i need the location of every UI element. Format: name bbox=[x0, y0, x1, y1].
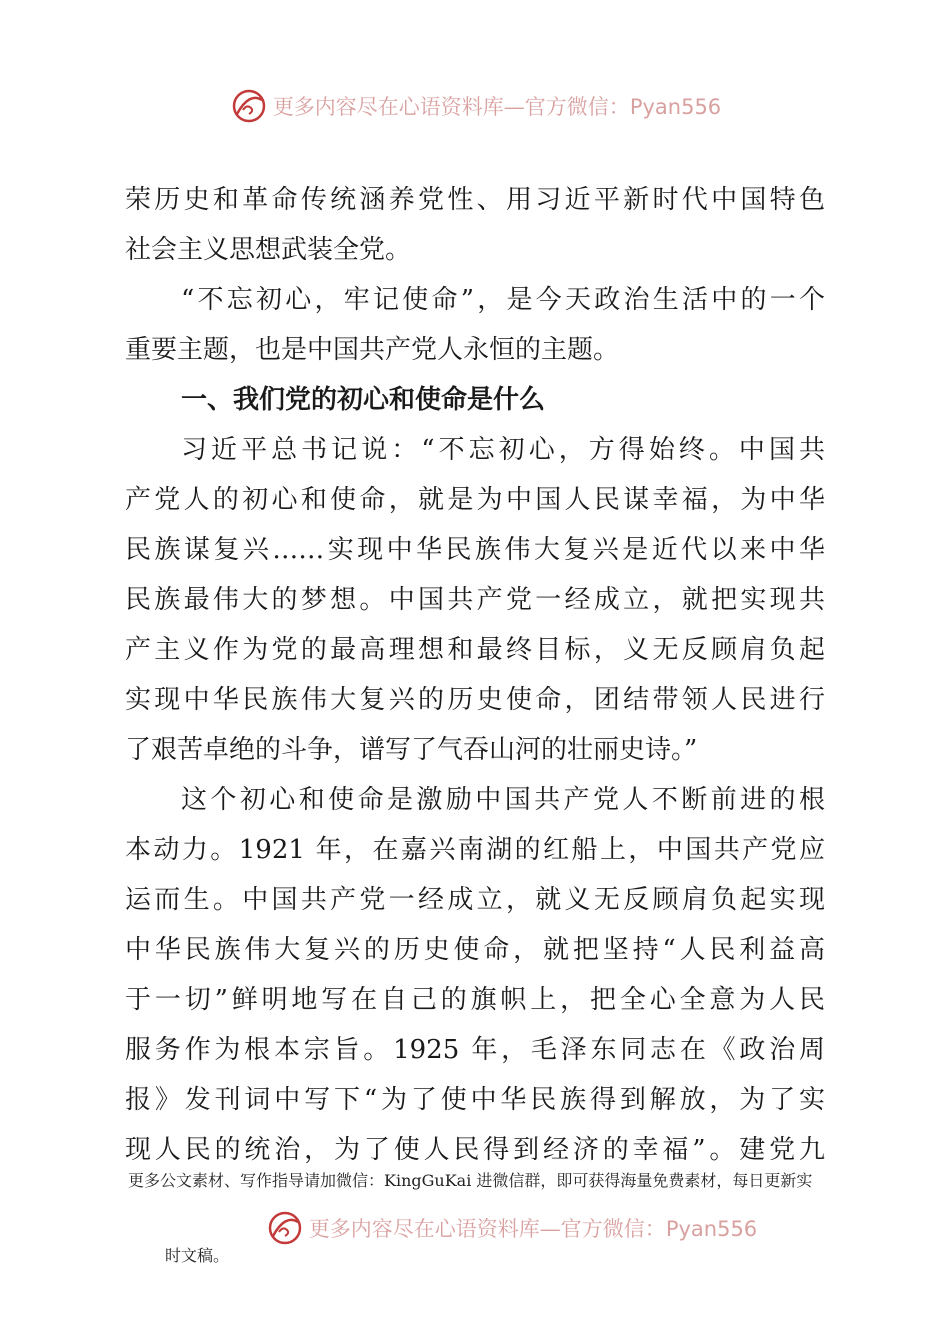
paragraph-line: 服务作为根本宗旨。1925 年，毛泽东同志在《政治周 bbox=[125, 1035, 825, 1065]
paragraph-line: 现人民的统治，为了使人民得到经济的幸福”。建党九 bbox=[125, 1135, 825, 1165]
logo-icon bbox=[265, 1208, 305, 1248]
footer-note-continuation: 时文稿。 bbox=[165, 1246, 230, 1265]
paragraph-line: 社会主义思想武装全党。 bbox=[125, 235, 412, 265]
paragraph-line: 民族谋复兴……实现中华民族伟大复兴是近代以来中华 bbox=[125, 535, 825, 565]
paragraph-line: 实现中华民族伟大复兴的历史使命，团结带领人民进行 bbox=[125, 685, 825, 715]
footer-note: 更多公文素材、写作指导请加微信：KingGuKai 进微信群，即可获得海量免费素材，每日更新实 bbox=[128, 1171, 813, 1190]
paragraph-line: 民族最伟大的梦想。中国共产党一经成立，就把实现共 bbox=[125, 585, 825, 615]
paragraph-line: 荣历史和革命传统涵养党性、用习近平新时代中国特色 bbox=[125, 185, 825, 215]
section-heading: 一、我们党的初心和使命是什么 bbox=[181, 385, 546, 415]
watermark-text: 更多内容尽在心语资料库—官方微信：Pyan556 bbox=[308, 1217, 758, 1241]
paragraph-line: 重要主题，也是中国共产党人永恒的主题。 bbox=[125, 335, 620, 365]
paragraph-line: “不忘初心，牢记使命”，是今天政治生活中的一个 bbox=[181, 285, 825, 315]
paragraph-line: 本动力。1921 年，在嘉兴南湖的红船上，中国共产党应 bbox=[125, 835, 825, 865]
paragraph-line: 产党人的初心和使命，就是为中国人民谋幸福，为中华 bbox=[125, 485, 825, 515]
paragraph-line: 报》发刊词中写下“为了使中华民族得到解放，为了实 bbox=[125, 1085, 825, 1115]
paragraph-line: 这个初心和使命是激励中国共产党人不断前进的根 bbox=[181, 785, 825, 815]
logo-icon bbox=[229, 86, 269, 126]
paragraph-line: 中华民族伟大复兴的历史使命，就把坚持“人民利益高 bbox=[125, 935, 825, 965]
document-body bbox=[125, 175, 825, 1175]
paragraph-line: 了艰苦卓绝的斗争，谱写了气吞山河的壮丽史诗。” bbox=[125, 735, 698, 765]
watermark-text: 更多内容尽在心语资料库—官方微信：Pyan556 bbox=[272, 95, 722, 119]
paragraph-line: 运而生。中国共产党一经成立，就义无反顾肩负起实现 bbox=[125, 885, 825, 915]
paragraph-line: 于一切”鲜明地写在自己的旗帜上，把全心全意为人民 bbox=[125, 985, 825, 1015]
paragraph-line: 习近平总书记说：“不忘初心，方得始终。中国共 bbox=[181, 435, 825, 465]
paragraph-line: 产主义作为党的最高理想和最终目标，义无反顾肩负起 bbox=[125, 635, 825, 665]
header-watermark bbox=[0, 84, 950, 128]
